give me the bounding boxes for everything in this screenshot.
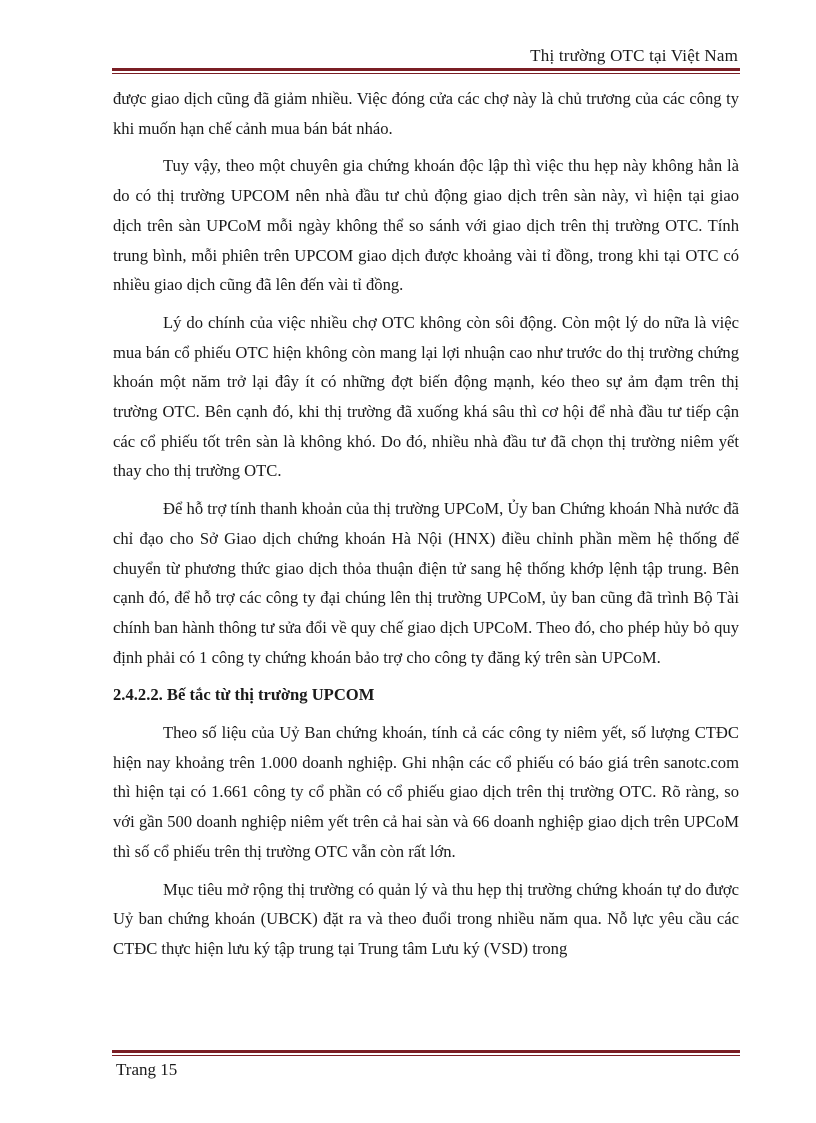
footer-rule (112, 1050, 740, 1056)
paragraph-continued: được giao dịch cũng đã giảm nhiều. Việc đóng cửa các chợ này là chủ trương của các công ty khi muốn hạn chế cảnh mua bán bát nháo. (113, 89, 739, 138)
page-number: Trang 15 (116, 1060, 178, 1079)
paragraph: Để hỗ trợ tính thanh khoản của thị trường UPCoM, Ủy ban Chứng khoán Nhà nước đã chỉ đạo cho Sở Giao dịch chứng khoán Hà Nội (HNX) điều chỉnh phần mềm hệ thống để chuyển từ phương thức giao dịch thỏa thuận điện tử sang hệ thống khớp lệnh tập trung. Bên cạnh đó, để hỗ trợ các công ty đại chúng lên thị trường UPCoM, ủy ban cũng đã trình Bộ Tài chính ban hành thông tư sửa đổi về quy chế giao dịch UPCoM. Theo đó, cho phép hủy bỏ quy định phải có 1 công ty chứng khoán bảo trợ cho công ty đăng ký trên sàn UPCoM. (113, 499, 739, 667)
header-rule (112, 68, 740, 74)
paragraph: Mục tiêu mở rộng thị trường có quản lý và thu hẹp thị trường chứng khoán tự do được Uỷ ban chứng khoán (UBCK) đặt ra và theo đuổi trong nhiều năm qua. Nỗ lực yêu cầu các CTĐC thực hiện lưu ký tập trung tại Trung tâm Lưu ký (VSD) trong (113, 879, 739, 958)
paragraph: Tuy vậy, theo một chuyên gia chứng khoán độc lập thì việc thu hẹp này không hẳn là do có thị trường UPCOM nên nhà đầu tư chủ động giao dịch trên sàn này, vì hiện tại giao dịch trên sàn UPCoM mỗi ngày không thể so sánh với giao dịch trên thị trường OTC. Tính trung bình, mỗi phiên trên UPCOM giao dịch được khoảng vài tỉ đồng, trong khi tại OTC có nhiều giao dịch cũng đã lên đến vài tỉ đồng. (113, 156, 739, 295)
section-heading: 2.4.2.2. Bế tắc từ thị trường UPCOM (113, 685, 375, 705)
paragraph: Theo số liệu của Uỷ Ban chứng khoán, tính cả các công ty niêm yết, số lượng CTĐC hiện nay khoảng trên 1.000 doanh nghiệp. Ghi nhận các cổ phiếu có báo giá trên sanotc.com thì hiện tại có 1.661 công ty cổ phần có cổ phiếu giao dịch trên thị trường OTC. Rõ ràng, so với gần 500 doanh nghiệp niêm yết trên cả hai sàn và 66 doanh nghiệp giao dịch trên UPCoM thì số cổ phiếu trên thị trường OTC vẫn còn rất lớn. (113, 723, 739, 861)
paragraph: Lý do chính của việc nhiều chợ OTC không còn sôi động. Còn một lý do nữa là việc mua bán cổ phiếu OTC hiện không còn mang lại lợi nhuận cao như trước do thị trường chứng khoán một năm trở lại đây ít có những đợt biến động mạnh, kéo theo sự ảm đạm trên thị trường OTC. Bên cạnh đó, khi thị trường đã xuống khá sâu thì cơ hội để nhà đầu tư tiếp cận các cổ phiếu tốt trên sàn là không khó. Do đó, nhiều nhà đầu tư đã chọn thị trường niêm yết thay cho thị trường OTC. (113, 312, 739, 481)
running-header-title: Thị trường OTC tại Việt Nam (530, 46, 738, 65)
page-body (113, 84, 739, 972)
